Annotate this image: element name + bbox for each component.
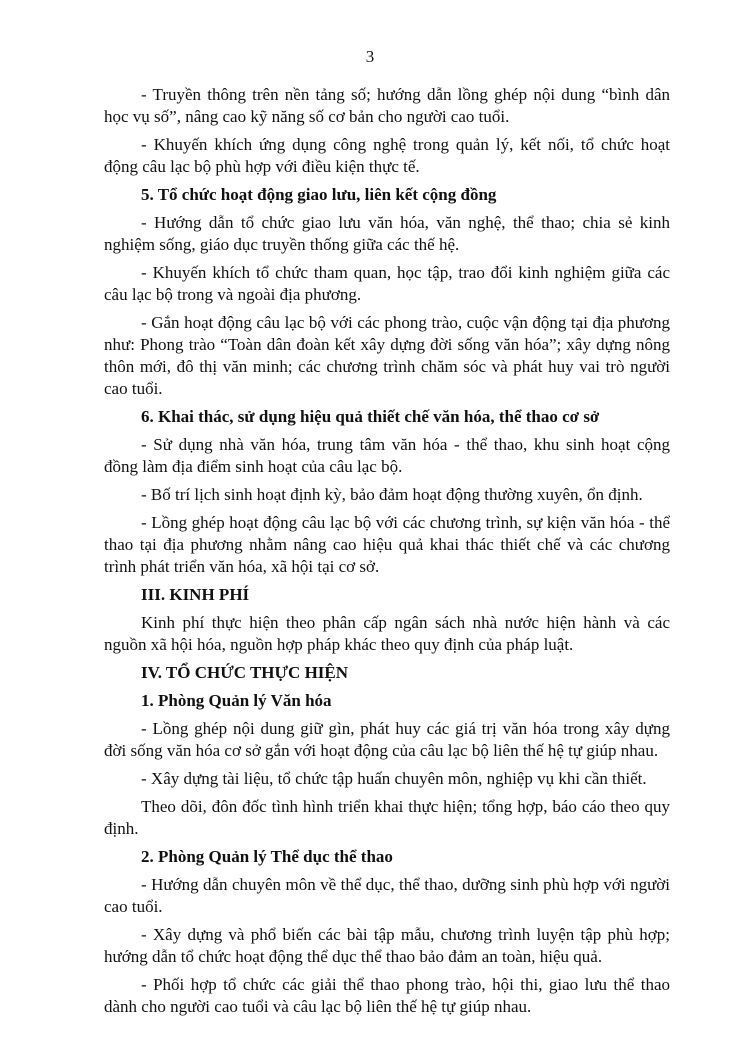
paragraph: - Hướng dẫn tổ chức giao lưu văn hóa, văn nghệ, thể thao; chia sẻ kinh nghiệm sống, giáo dục truyền thống giữa các thế hệ. bbox=[104, 213, 670, 254]
paragraph: - Hướng dẫn chuyên môn về thể dục, thể thao, dưỡng sinh phù hợp với người cao tuổi. bbox=[104, 875, 670, 916]
subsection-heading: 1. Phòng Quản lý Văn hóa bbox=[141, 691, 332, 710]
section-heading: 6. Khai thác, sử dụng hiệu quả thiết chế văn hóa, thể thao cơ sở bbox=[141, 407, 600, 426]
paragraph: - Lồng ghép hoạt động câu lạc bộ với các chương trình, sự kiện văn hóa - thể thao tại địa phương nhằm nâng cao hiệu quả khai thác thiết chế và các chương trình phát triển văn hóa, xã hội tại cơ sở. bbox=[104, 513, 670, 576]
page-number: 3 bbox=[365, 47, 375, 66]
paragraph: - Xây dựng tài liệu, tổ chức tập huấn chuyên môn, nghiệp vụ khi cần thiết. bbox=[141, 769, 647, 788]
subsection-heading: 2. Phòng Quản lý Thể dục thể thao bbox=[141, 847, 393, 866]
paragraph: - Lồng ghép nội dung giữ gìn, phát huy các giá trị văn hóa trong xây dựng đời sống văn hóa cơ sở gắn với hoạt động của câu lạc bộ liên thế hệ tự giúp nhau. bbox=[104, 719, 670, 760]
section-heading: IV. TỔ CHỨC THỰC HIỆN bbox=[141, 663, 349, 682]
paragraph: - Sử dụng nhà văn hóa, trung tâm văn hóa - thể thao, khu sinh hoạt cộng đồng làm địa điểm sinh hoạt của câu lạc bộ. bbox=[104, 435, 670, 476]
paragraph: - Bố trí lịch sinh hoạt định kỳ, bảo đảm hoạt động thường xuyên, ổn định. bbox=[141, 485, 643, 504]
paragraph: Theo dõi, đôn đốc tình hình triển khai thực hiện; tổng hợp, báo cáo theo quy định. bbox=[104, 797, 670, 838]
paragraph: - Khuyến khích ứng dụng công nghệ trong quản lý, kết nối, tổ chức hoạt động câu lạc bộ phù hợp với điều kiện thực tế. bbox=[104, 135, 670, 176]
paragraph: - Xây dựng và phổ biến các bài tập mẫu, chương trình luyện tập phù hợp; hướng dẫn tổ chức hoạt động thể dục thể thao bảo đảm an toàn, hiệu quả. bbox=[104, 925, 670, 966]
paragraph: - Phối hợp tổ chức các giải thể thao phong trào, hội thi, giao lưu thể thao dành cho người cao tuổi và câu lạc bộ liên thế hệ tự giúp nhau. bbox=[104, 975, 670, 1016]
document-body bbox=[104, 84, 670, 1024]
paragraph: - Gắn hoạt động câu lạc bộ với các phong trào, cuộc vận động tại địa phương như: Phong trào “Toàn dân đoàn kết xây dựng đời sống văn hóa”; xây dựng nông thôn mới, đô thị văn minh; các chương trình chăm sóc và phát huy vai trò người cao tuổi. bbox=[104, 313, 670, 398]
paragraph: Kinh phí thực hiện theo phân cấp ngân sách nhà nước hiện hành và các nguồn xã hội hóa, nguồn hợp pháp khác theo quy định của pháp luật. bbox=[104, 613, 670, 654]
section-heading: 5. Tổ chức hoạt động giao lưu, liên kết cộng đồng bbox=[141, 185, 497, 204]
paragraph: - Truyền thông trên nền tảng số; hướng dẫn lồng ghép nội dung “bình dân học vụ số”, nâng cao kỹ năng số cơ bản cho người cao tuổi. bbox=[104, 85, 670, 126]
section-heading: III. KINH PHÍ bbox=[141, 585, 250, 604]
paragraph: - Khuyến khích tổ chức tham quan, học tập, trao đổi kinh nghiệm giữa các câu lạc bộ trong và ngoài địa phương. bbox=[104, 263, 670, 304]
